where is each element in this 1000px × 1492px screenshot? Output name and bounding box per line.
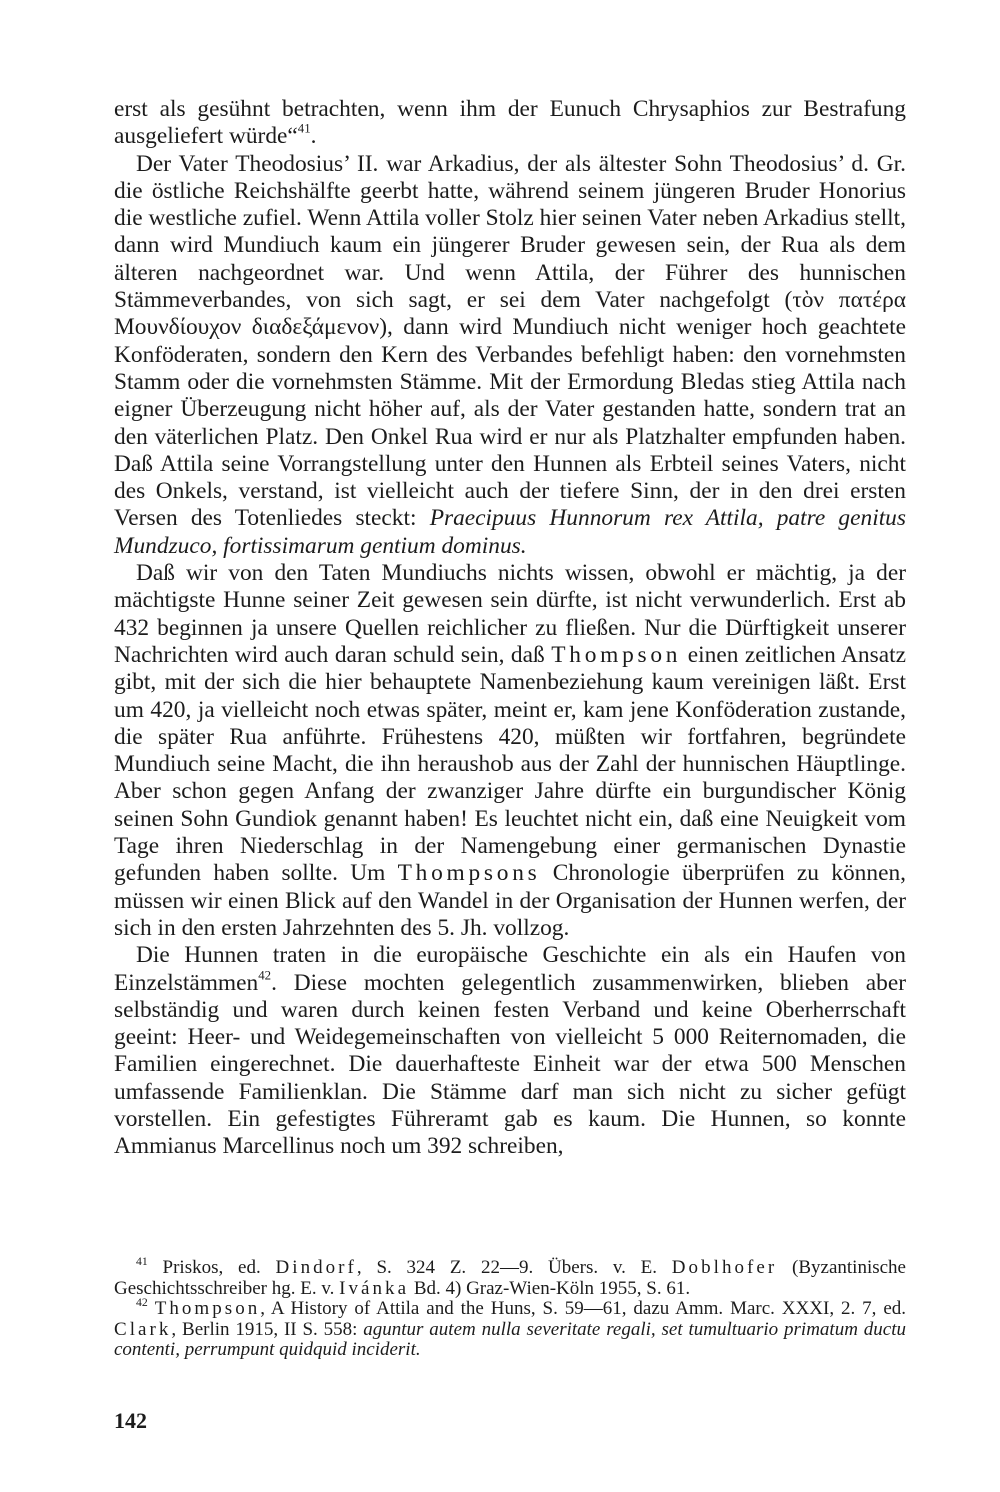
spaced-name: Ivánka	[339, 1277, 410, 1299]
spaced-name: Doblhofer	[671, 1257, 778, 1278]
text-run: Die Hunnen traten in die europäische Geschichte ein als ein Haufen von Einzelstämmen	[114, 942, 906, 996]
footnote-ref: 41	[136, 1254, 148, 1268]
spaced-name: Thompson	[551, 641, 682, 668]
footnote-ref: 42	[136, 1295, 148, 1309]
text-run: erst als gesühnt betrachten, wenn ihm der Eunuch Chrysaphios zur Bestrafung ausgeliefert würde“	[114, 96, 906, 150]
footnote-41	[114, 1254, 906, 1299]
paragraph-4	[114, 942, 906, 1160]
text-run: Priskos, ed.	[147, 1257, 276, 1278]
text-run: Der Vater Theodosius’ II. war Arkadius, der als ältester Sohn Theodosius’ d. Gr. die östliche Reichshälfte geerbt hatte, während seinem jüngeren Bruder Honorius die westliche zufiel. Wenn Attila voller Stolz hier seinen Vater neben Arkadius stellt, dann wird Mundiuch kaum ein jüngerer Bruder gewesen sein, der Rua als dem älteren nachgeordnet war. Und wenn Attila, der Führer des hunnischen Stämmeverbandes, von sich sagt, er sei dem Vater nachgefolgt (τὸν πατέρα Μουνδίουχον διαδεξάμενον), dann wird Mundiuch nicht weniger hoch geachtete Konföderaten, sondern den Kern des Verbandes befehligt haben: den vornehmsten Stamm oder die vornehmsten Stämme. Mit der Ermordung Bledas stieg Attila nach eigner Überzeugung nicht höher auf, als der Vater gestanden hatte, sondern trat an den väterlichen Platz. Den Onkel Rua wird er nur als Platzhalter empfunden haben. Daß Attila seine Vorrangstellung unter den Hunnen als Erbteil seines Vaters, nicht des Onkels, verstand, ist vielleicht auch der tiefere Sinn, der in den drei ersten Versen des Totenliedes steckt:	[114, 150, 906, 532]
text-run: .	[310, 123, 317, 150]
text-run: Daß wir von den Taten Mundiuchs nichts wissen, obwohl er mächtig, ja der mächtigste Hunne seiner Zeit gewesen sein dürfte, ist nicht verwunderlich. Erst ab 432 beginnen ja unsere Quellen reichlicher zu fließen. Nur die Dürftigkeit unserer Nachrichten wird auch daran schuld sein, daß	[114, 560, 906, 668]
text-run: , Berlin 1915, II S. 558:	[171, 1318, 364, 1340]
paragraph-3	[114, 560, 906, 942]
text-run: Bd. 4) Graz-Wien-Köln 1955, S. 61.	[409, 1277, 691, 1299]
spaced-name: Clark	[114, 1318, 172, 1340]
paragraph-1	[114, 96, 906, 151]
text-run: Chronologie überprüfen zu können, müssen wir einen Blick auf den Wandel in der Organisation der Hunnen werfen, der sich in den ersten Jahrzehnten des 5. Jh. vollzog.	[114, 860, 906, 941]
italic-text: Praecipuus Hunnorum rex Attila, patre genitus Mundzuco, fortissimarum gentium dominus.	[114, 505, 906, 559]
text-run: einen zeitlichen Ansatz gibt, mit der sich die hier behauptete Namenbeziehung kaum vereinigen läßt. Erst um 420, ja vielleicht noch etwas später, meint er, kam jene Konföderation zustande, die später Rua anführte. Frühestens 420, müßten wir fortfahren, begründete Mundiuch seine Macht, die ihn heraushob aus der Zahl der hunnischen Häuptlinge. Aber schon gegen Anfang der zwanziger Jahre dürfte ein burgundischer König seinen Sohn Gundiok genannt haben! Es leuchtet nicht ein, daß eine Neuigkeit vom Tage ihren Niederschlag in der Namengebung einer germanischen Dynastie gefunden haben sollte. Um	[114, 641, 906, 887]
main-text	[114, 96, 906, 1161]
paragraph-2	[114, 151, 906, 560]
text-run	[148, 1298, 155, 1319]
footnote-ref: 42	[258, 968, 272, 983]
footnote-42	[114, 1295, 907, 1361]
text-run: , S. 324 Z. 22—9. Übers. v. E.	[356, 1257, 672, 1278]
spaced-name: Thompson	[154, 1298, 261, 1320]
footnote-ref: 41	[297, 122, 311, 137]
italic-text: aguntur autem nulla severitate regali, set tumultuario primatum ductu contenti, perrumpunt quidquid inciderit.	[114, 1318, 906, 1361]
spaced-name: Dindorf	[275, 1257, 357, 1278]
text-run: (Byzantinische Geschichtsschreiber hg. E. v.	[114, 1257, 906, 1299]
text-run: , A History of Attila and the Huns, S. 59—61, dazu Amm. Marc. XXXI, 2. 7, ed.	[260, 1298, 907, 1320]
text-run: . Diese mochten gelegentlich zusammenwirken, blieben aber selbständig und waren durch keinen festen Verband und keine Oberherrschaft geeint: Heer- und Weidegemeinschaften von vielleicht 5 000 Reiternomaden, die Familien eingerechnet. Die dauerhafteste Einheit war der etwa 500 Menschen umfassende Familienklan. Die Stämme darf man sich nicht zu sicher gefügt vorstellen. Ein gefestigtes Führeramt gab es kaum. Die Hunnen, so konnte Ammianus Marcellinus noch um 392 schreiben,	[114, 969, 906, 1160]
page-number: 142	[114, 1408, 147, 1433]
spaced-name: Thompsons	[397, 860, 541, 887]
footnotes	[114, 1254, 907, 1361]
